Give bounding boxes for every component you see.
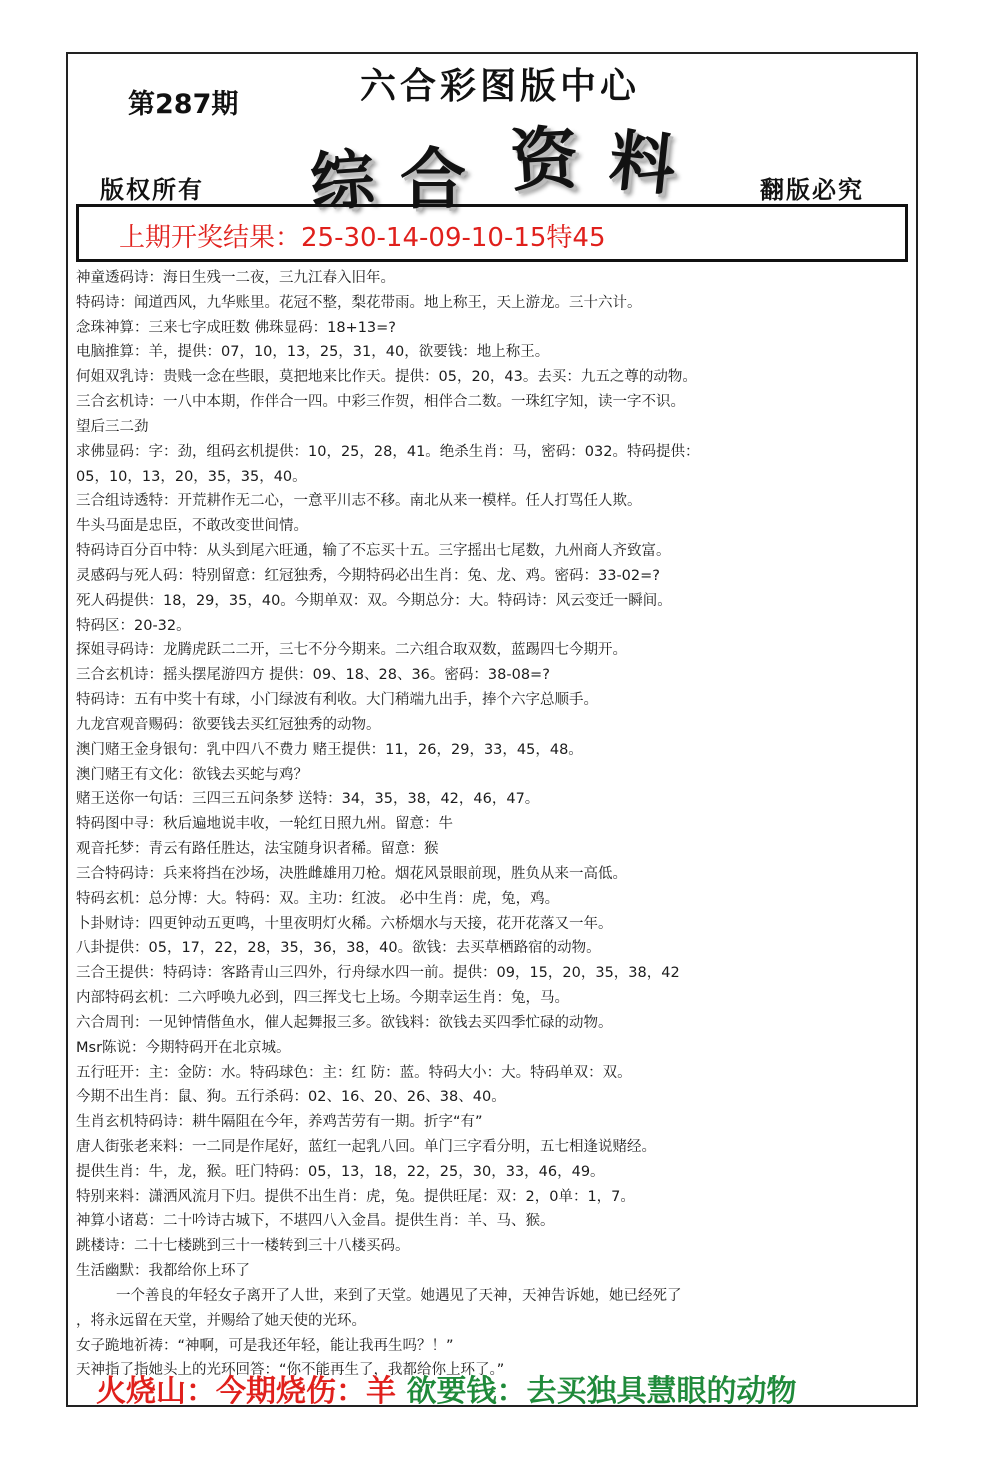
info-line: 何姐双乳诗：贵贱一念在些眼，莫把地来比作天。提供：05，20，43。去买：九五之尊的动物。 xyxy=(76,369,697,386)
bottom-banner xyxy=(96,1366,796,1410)
main-title-char-3: 资 xyxy=(508,118,581,202)
info-line: Msr陈说：今期特码开在北京城。 xyxy=(76,1039,291,1056)
info-line: 死人码提供：18，29，35，40。今期单双：双。今期总分：大。特码诗：风云变迁一瞬间。 xyxy=(76,592,672,609)
info-line: 灵感码与死人码：特别留意：红冠独秀，今期特码必出生肖：兔、龙、鸡。密码：33-02=? xyxy=(76,567,660,584)
info-line: 探姐寻码诗：龙腾虎跃二二开，三七不分今期来。二六组合取双数，蓝踢四七今期开。 xyxy=(76,642,627,659)
info-line: 特码玄机：总分博：大。特码：双。主功：红波。 必中生肖：虎，兔，鸡。 xyxy=(76,890,560,907)
info-line: 05，10，13，20，35，35，40。 xyxy=(76,468,307,485)
last-result-box xyxy=(76,204,908,262)
last-result-text: 上期开奖结果：25-30-14-09-10-15特45 xyxy=(119,223,606,253)
main-title-char-2: 合 xyxy=(400,140,466,218)
info-line: 特别来料：潇洒风流月下归。提供不出生肖：虎，兔。提供旺尾：双：2，0单：1，7。 xyxy=(76,1188,635,1205)
main-title xyxy=(300,100,720,222)
info-line: 五行旺开：主：金防：水。特码球色：主：红 防：蓝。特码大小：大。特码单双：双。 xyxy=(76,1064,632,1081)
issue-number: 第287期 xyxy=(128,89,239,120)
info-line: 一个善良的年轻女子离开了人世，来到了天堂。她遇见了天神，天神告诉她，她已经死了 xyxy=(116,1287,682,1304)
info-line: 神童透码诗：海日生残一二夜，三九江春入旧年。 xyxy=(76,270,395,286)
info-line: 求佛显码：字：劲，组码玄机提供：10，25，28，41。绝杀生肖：马，密码：032。特码提供： xyxy=(76,443,700,460)
info-line: 九龙宫观音赐码：欲要钱去买红冠独秀的动物。 xyxy=(76,716,381,733)
info-line: 卜卦财诗：四更钟动五更鸣，十里夜明灯火稀。六桥烟水与天接，花开花落又一年。 xyxy=(76,915,613,932)
info-line: 生肖玄机特码诗：耕牛隔阻在今年，养鸡苦劳有一期。折字“有” xyxy=(76,1114,483,1131)
info-line: 八卦提供：05，17，22，28，35，36，38，40。欲钱：去买草栖路宿的动物。 xyxy=(76,940,601,957)
info-line: 生活幽默：我都给你上环了 xyxy=(76,1263,250,1280)
info-line: 神算小诸葛：二十吟诗古城下，不堪四八入金昌。提供生肖：羊、马、猴。 xyxy=(76,1213,555,1230)
info-line: 特码诗百分百中特：从头到尾六旺通，输了不忘买十五。三字摇出七尾数，九州商人齐致富。 xyxy=(76,543,671,560)
center-title: 六合彩图版中心 xyxy=(360,65,641,107)
info-line: 三合玄机诗：摇头摆尾游四方 提供：09、18、28、36。密码：38-08=? xyxy=(76,667,550,684)
copyright-tag: 版权所有 xyxy=(100,175,204,204)
info-line: 望后三二劲 xyxy=(76,418,149,435)
bottom-green-text: 欲要钱：去买独具慧眼的动物 xyxy=(406,1374,797,1409)
info-line: 三合特码诗：兵来将挡在沙场，决胜雌雄用刀枪。烟花风景眼前现，胜负从来一高低。 xyxy=(76,865,627,882)
main-title-char-1: 综 xyxy=(307,141,377,222)
info-line: 特码诗：闻道西风，九华账里。花冠不整，梨花带雨。地上称王，天上游龙。三十六计。 xyxy=(76,294,642,311)
info-line: 六合周刊：一见钟情偕鱼水，催人起舞报三多。欲钱料：欲钱去买四季忙碌的动物。 xyxy=(76,1014,613,1031)
info-line: 特码区：20-32。 xyxy=(76,617,191,634)
info-line: 三合组诗透特：开荒耕作无二心，一意平川志不移。南北从来一模样。任人打骂任人欺。 xyxy=(76,493,642,510)
info-line: ，将永远留在天堂，并赐给了她天使的光环。 xyxy=(76,1312,366,1329)
info-line: 唐人街张老来料：一二同是作尾好，蓝红一起乳八回。单门三字看分明，五七相逢说赌经。 xyxy=(76,1138,656,1155)
info-line: 女子跪地祈祷：“神啊，可是我还年轻，能让我再生吗？！” xyxy=(76,1337,454,1354)
bottom-red-text: 火烧山：今期烧伤：羊 xyxy=(96,1374,396,1409)
info-line: 特码诗：五有中奖十有球，小门绿波有利收。大门稍端九出手，捧个六字总顺手。 xyxy=(76,692,598,709)
info-line: 今期不出生肖：鼠、狗。五行杀码：02、16、20、26、38、40。 xyxy=(76,1089,506,1106)
info-line: 天神指了指她头上的光环回答：“你不能再生了，我都给你上环了。” xyxy=(76,1362,505,1379)
info-line: 三合王提供：特码诗：客路青山三四外，行舟绿水四一前。提供：09，15，20，35，38，42 xyxy=(76,965,680,982)
info-line: 牛头马面是忠臣，不敢改变世间情。 xyxy=(76,518,308,535)
info-line: 电脑推算：羊，提供：07，10，13，25，31，40，欲要钱：地上称王。 xyxy=(76,344,550,361)
info-line: 澳门赌王金身银句：乳中四八不费力 赌王提供：11，26，29，33，45，48。 xyxy=(76,741,583,758)
info-line: 内部特码玄机：二六呼唤九必到，四三挥戈七上场。今期幸运生肖：兔，马。 xyxy=(76,990,569,1007)
info-line: 念珠神算：三来七字成旺数 佛珠显码：18+13=? xyxy=(76,319,397,336)
info-line: 澳门赌王有文化：欲钱去买蛇与鸡？ xyxy=(76,766,308,783)
info-line: 提供生肖：牛，龙，猴。旺门特码：05，13，18，22，25，30，33，46，49。 xyxy=(76,1163,605,1180)
info-line: 观音托梦：青云有路任胜达，法宝随身识者稀。留意：猴 xyxy=(76,841,439,858)
info-line: 跳楼诗：二十七楼跳到三十一楼转到三十八楼买码。 xyxy=(76,1238,410,1255)
main-title-char-4: 料 xyxy=(605,120,680,206)
info-line: 赌王送你一句话：三四三五问条梦 送特：34，35，38，42，46，47。 xyxy=(76,791,540,808)
info-line: 特码图中寻：秋后遍地说丰收，一轮红日照九州。留意：牛 xyxy=(76,816,453,833)
info-line: 三合玄机诗：一八中本期，作伴合一四。中彩三作贺，相伴合二数。一珠红字知，读一字不识。 xyxy=(76,394,685,411)
info-lines xyxy=(76,266,908,1383)
piracy-warning-tag: 翻版必究 xyxy=(760,175,864,204)
